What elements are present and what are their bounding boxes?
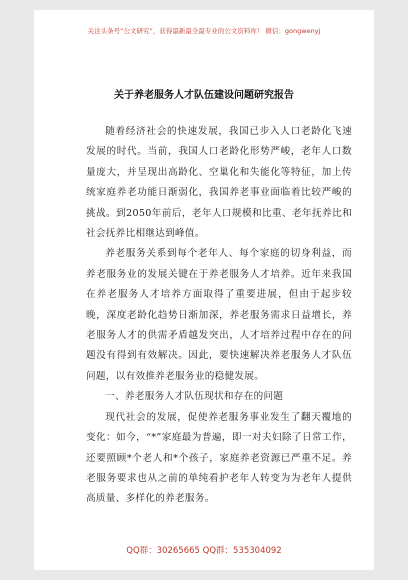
- body-paragraph: 现代社会的发展，促使养老服务事业发生了翻天覆地的变化：如今，“*”家庭最为普遍，即一对夫妇除了日常工作，还要照顾*个老人和*个孩子，家庭养老资源已严重不足。养老服务要求也从之前的单纯看护老年人转变为为老年人提供高质量、多样化的养老服务。: [86, 411, 352, 505]
- footer-qq-groups: QQ群：30265665 QQ群：535304092: [126, 546, 282, 556]
- header-promo-note: 关注头条号“公文研究”，获得最新最全最专业的公文资料库！ 微信：gongwenyj: [87, 27, 321, 35]
- document-body: [86, 122, 352, 510]
- body-paragraph: 随着经济社会的快速发展，我国已步入人口老龄化飞速发展的时代。当前，我国人口老龄化形势严峻，老年人口数量庞大，并呈现出高龄化、空巢化和失能化等特征，加上传统家庭养老功能日渐弱化，我国养老事业面临着比较严峻的挑战。到2050年前后，老年人口规模和比重、老年抚养比和社会抚养比相继达到峰值。: [86, 126, 352, 240]
- document-page: [34, 10, 374, 570]
- document-title: 关于养老服务人才队伍建设问题研究报告: [114, 90, 294, 101]
- body-paragraph: 养老服务关系到每个老年人、每个家庭的切身利益，而养老服务业的发展关键在于养老服务人才培养。近年来我国在养老服务人才培养方面取得了重要进展，但由于起步较晚，深度老龄化趋势日渐加深，养老服务需求日益增长，养老服务人才的供需矛盾越发突出，人才培养过程中存在的问题没有得到有效解决。因此，要快速解决养老服务人才队伍问题，以有效推养老服务业的稳健发展。: [86, 248, 352, 382]
- section-heading: 一、养老服务人才队伍现状和存在的问题: [105, 391, 284, 403]
